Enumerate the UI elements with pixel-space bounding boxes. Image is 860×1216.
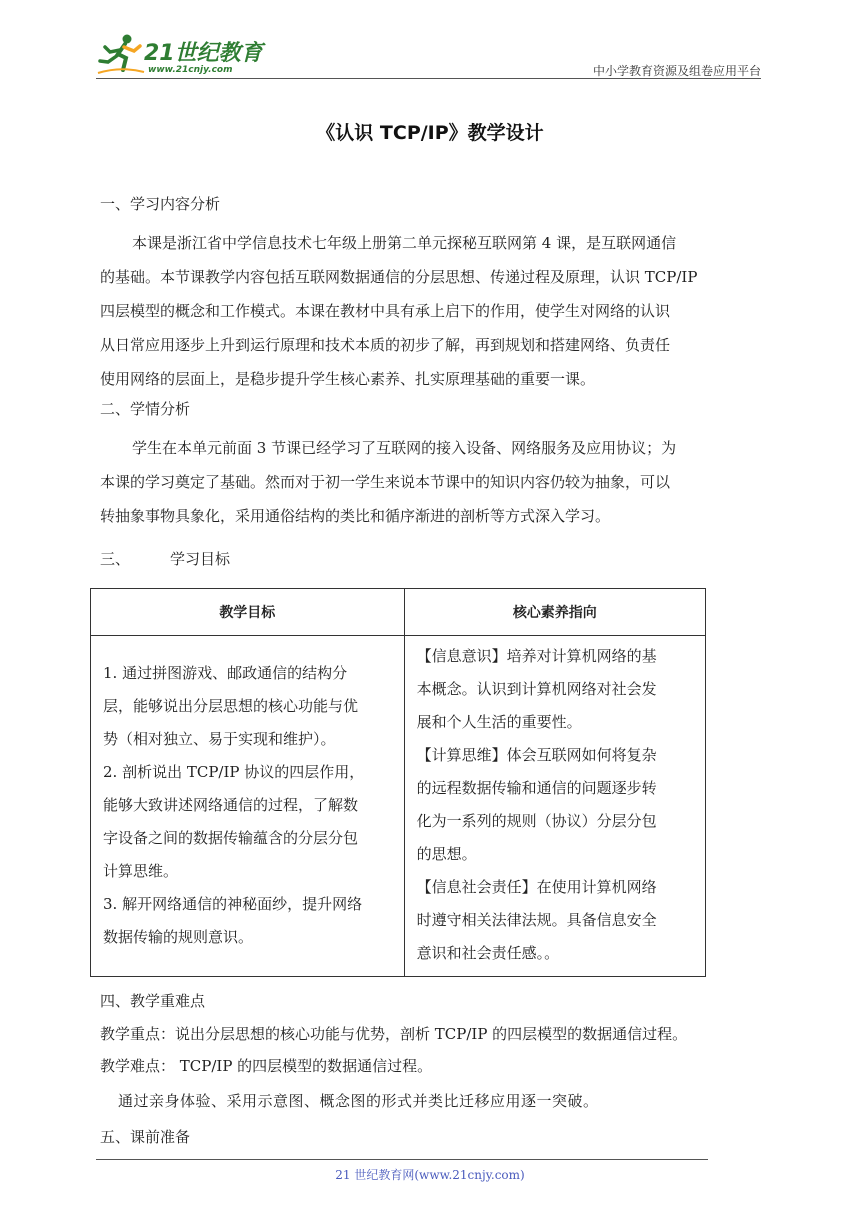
cell-line: 展和个人生活的重要性。 bbox=[416, 713, 582, 731]
page-header bbox=[96, 30, 761, 82]
cell-line: 时遵守相关法律法规。具备信息安全 bbox=[416, 911, 657, 929]
method-text: 通过亲身体验、采用示意图、概念图的形式并类比迁移应用逐一突破。 bbox=[118, 1092, 599, 1110]
section-heading-key-points: 四、教学重难点 bbox=[100, 992, 206, 1010]
section-heading-content-analysis: 一、学习内容分析 bbox=[100, 195, 221, 213]
section-title: 学习目标 bbox=[170, 550, 231, 568]
cell-line: 字设备之间的数据传输蕴含的分层分包 bbox=[103, 828, 359, 847]
section-heading-preparation: 五、课前准备 bbox=[100, 1128, 191, 1146]
cell-line: 【计算思维】体会互联网如何将复杂 bbox=[416, 746, 657, 764]
paragraph-line: 使用网络的层面上，是稳步提升学生核心素养、扎实原理基础的重要一课。 bbox=[100, 370, 596, 388]
paragraph-line: 本课的学习奠定了基础。然而对于初一学生来说本节课中的知识内容仍较为抽象，可以 bbox=[100, 473, 671, 491]
paragraph-line: 四层模型的概念和工作模式。本课在教材中具有承上启下的作用，使学生对网络的认识 bbox=[100, 302, 671, 320]
section-heading-objectives bbox=[100, 548, 230, 569]
cell-line: 意识和社会责任感。。 bbox=[416, 944, 560, 962]
header-divider bbox=[96, 78, 761, 79]
table-header-cell: 教学目标 bbox=[91, 589, 405, 636]
objectives-table bbox=[90, 588, 706, 977]
cell-line: 层，能够说出分层思想的核心功能与优 bbox=[103, 696, 359, 715]
table-header-row bbox=[91, 589, 706, 636]
paragraph-student-analysis bbox=[100, 431, 760, 533]
cell-line: 的思想。 bbox=[416, 845, 477, 863]
paragraph-line: 本课是浙江省中学信息技术七年级上册第二单元探秘互联网第 4 课，是互联网通信 bbox=[132, 234, 677, 252]
cell-line: 数据传输的规则意识。 bbox=[103, 927, 254, 946]
cell-line: 【信息社会责任】在使用计算机网络 bbox=[416, 878, 657, 896]
footer-divider bbox=[96, 1159, 708, 1160]
footer-link[interactable]: 21 世纪教育网(www.21cnjy.com) bbox=[335, 1168, 525, 1182]
runner-logo-icon bbox=[96, 32, 146, 76]
logo bbox=[96, 30, 266, 80]
cell-line: 的远程数据传输和通信的问题逐步转 bbox=[416, 779, 657, 797]
document-title: 《认识 TCP/IP》教学设计 bbox=[316, 122, 544, 144]
section-number: 三、 bbox=[100, 550, 131, 568]
cell-line: 能够大致讲述网络通信的过程，了解数 bbox=[103, 795, 359, 814]
cell-line: 计算思维。 bbox=[103, 861, 179, 880]
paragraph-line: 转抽象事物具象化，采用通俗结构的类比和循序渐进的剖析等方式深入学习。 bbox=[100, 507, 611, 525]
cell-line: 本概念。认识到计算机网络对社会发 bbox=[416, 680, 657, 698]
platform-name: 中小学教育资源及组卷应用平台 bbox=[592, 64, 761, 78]
paragraph-line: 从日常应用逐步上升到运行原理和技术本质的初步了解，再到规划和搭建网络、负责任 bbox=[100, 336, 671, 354]
table-row bbox=[91, 636, 706, 977]
cell-line: 化为一系列的规则（协议）分层分包 bbox=[416, 812, 657, 830]
paragraph-content-analysis bbox=[100, 226, 760, 396]
cell-line: 3. 解开网络通信的神秘面纱，提升网络 bbox=[103, 894, 363, 913]
logo-url: www.21cnjy.com bbox=[148, 65, 233, 75]
cell-line: 【信息意识】培养对计算机网络的基 bbox=[416, 647, 657, 665]
cell-line: 2. 剖析说出 TCP/IP 协议的四层作用， bbox=[103, 762, 365, 781]
cell-line: 势（相对独立、易于实现和维护）。 bbox=[103, 729, 336, 748]
teaching-objectives-cell bbox=[91, 636, 405, 977]
paragraph-line: 的基础。本节课教学内容包括互联网数据通信的分层思想、传递过程及原理，认识 TCP/IP bbox=[100, 268, 698, 286]
logo-text: 21世纪教育 bbox=[144, 41, 263, 66]
difficult-point-text: 教学难点： TCP/IP 的四层模型的数据通信过程。 bbox=[100, 1057, 433, 1075]
section-heading-student-analysis: 二、学情分析 bbox=[100, 400, 191, 418]
paragraph-line: 学生在本单元前面 3 节课已经学习了互联网的接入设备、网络服务及应用协议；为 bbox=[132, 439, 677, 457]
key-point-text: 教学重点：说出分层思想的核心功能与优势，剖析 TCP/IP 的四层模型的数据通信过程。 bbox=[100, 1025, 688, 1043]
core-literacy-cell bbox=[404, 636, 705, 977]
cell-line: 1. 通过拼图游戏、邮政通信的结构分 bbox=[103, 663, 348, 682]
table-header-cell: 核心素养指向 bbox=[404, 589, 705, 636]
